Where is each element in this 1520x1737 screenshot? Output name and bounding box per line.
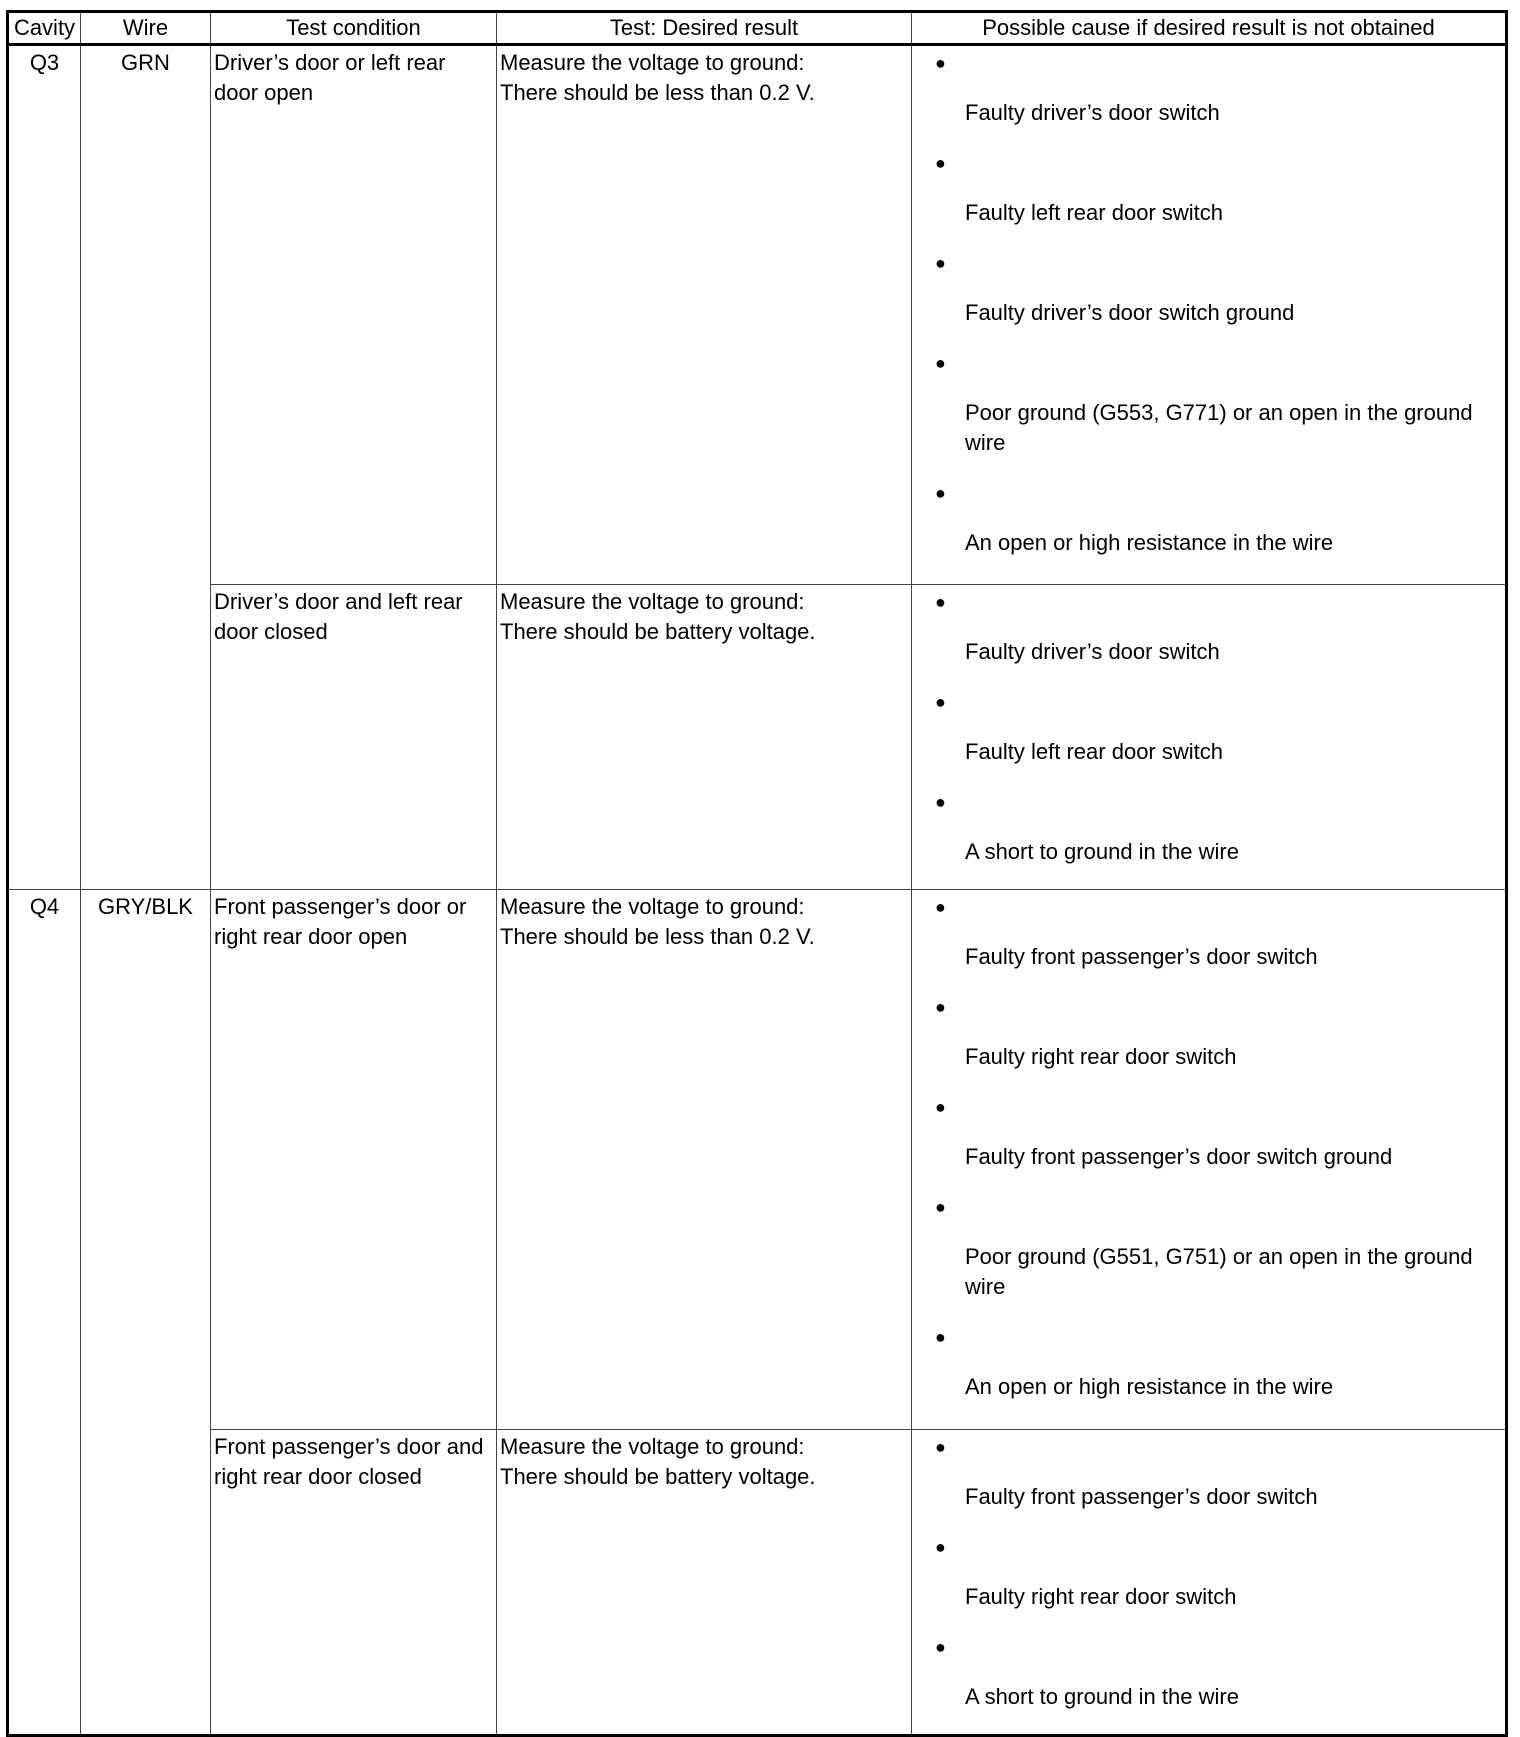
cause-text: An open or high resistance in the wire: [965, 1374, 1334, 1399]
header-wire: Wire: [81, 12, 211, 45]
bullet-icon: ●: [935, 1437, 946, 1457]
result-line: Measure the voltage to ground:: [500, 50, 805, 75]
cause-text: Faulty left rear door switch: [965, 200, 1223, 225]
cause-text: Faulty right rear door switch: [965, 1584, 1237, 1609]
cause-text: Faulty driver’s door switch ground: [965, 300, 1295, 325]
wire-cell: GRN: [81, 45, 211, 890]
cause-list-item: [915, 148, 1502, 228]
bullet-icon: ●: [935, 53, 946, 73]
diagnostic-table: [6, 10, 1508, 1737]
cause-text: Faulty driver’s door switch: [965, 100, 1220, 125]
result-line: There should be battery voltage.: [500, 1464, 816, 1489]
header-cavity: Cavity: [8, 12, 81, 45]
result-line: Measure the voltage to ground:: [500, 1434, 805, 1459]
desired-result-cell: [497, 890, 912, 1430]
possible-cause-cell: [912, 585, 1507, 890]
cause-list-item: [915, 787, 1502, 867]
result-line: Measure the voltage to ground:: [500, 589, 805, 614]
header-possible-cause: Possible cause if desired result is not obtained: [912, 12, 1507, 45]
cause-list-item: [915, 1532, 1502, 1612]
bullet-icon: ●: [935, 1637, 946, 1657]
bullet-icon: ●: [935, 1097, 946, 1117]
cause-text: Faulty front passenger’s door switch: [965, 1484, 1318, 1509]
cause-text: Poor ground (G553, G771) or an open in the ground wire: [965, 400, 1473, 455]
wire-cell: GRY/BLK: [81, 890, 211, 1736]
cause-text: A short to ground in the wire: [965, 839, 1239, 864]
header-row: [8, 12, 1507, 45]
bullet-icon: ●: [935, 1197, 946, 1217]
table-row: [8, 585, 1507, 890]
cause-list-item: [915, 892, 1502, 972]
test-condition-cell: Driver’s door and left rear door closed: [211, 585, 497, 890]
cause-text: A short to ground in the wire: [965, 1684, 1239, 1709]
cause-list-item: [915, 1092, 1502, 1172]
bullet-icon: ●: [935, 353, 946, 373]
bullet-icon: ●: [935, 997, 946, 1017]
desired-result-cell: [497, 585, 912, 890]
cause-list-item: [915, 1322, 1502, 1402]
bullet-icon: ●: [935, 592, 946, 612]
test-condition-cell: Driver’s door or left rear door open: [211, 45, 497, 585]
cause-text: Faulty left rear door switch: [965, 739, 1223, 764]
test-condition-cell: Front passenger’s door or right rear door open: [211, 890, 497, 1430]
header-test-condition: Test condition: [211, 12, 497, 45]
bullet-icon: ●: [935, 1537, 946, 1557]
cause-text: Faulty driver’s door switch: [965, 639, 1220, 664]
table-row: [8, 45, 1507, 585]
cavity-cell: Q3: [8, 45, 81, 890]
cause-list-item: [915, 1632, 1502, 1712]
cause-list-item: [915, 587, 1502, 667]
cause-text: Faulty right rear door switch: [965, 1044, 1237, 1069]
result-line: There should be less than 0.2 V.: [500, 924, 815, 949]
cavity-cell: Q4: [8, 890, 81, 1736]
result-line: There should be less than 0.2 V.: [500, 80, 815, 105]
cause-text: An open or high resistance in the wire: [965, 530, 1334, 555]
result-line: There should be battery voltage.: [500, 619, 816, 644]
bullet-icon: ●: [935, 253, 946, 273]
cause-list-item: [915, 1192, 1502, 1302]
desired-result-cell: [497, 1430, 912, 1736]
bullet-icon: ●: [935, 1327, 946, 1347]
cause-text: Faulty front passenger’s door switch: [965, 944, 1318, 969]
cause-list-item: [915, 992, 1502, 1072]
test-condition-cell: Front passenger’s door and right rear door closed: [211, 1430, 497, 1736]
possible-cause-cell: [912, 45, 1507, 585]
bullet-icon: ●: [935, 897, 946, 917]
header-desired-result: Test: Desired result: [497, 12, 912, 45]
cause-list-item: [915, 48, 1502, 128]
desired-result-cell: [497, 45, 912, 585]
bullet-icon: ●: [935, 153, 946, 173]
cause-list-item: [915, 248, 1502, 328]
cause-list-item: [915, 348, 1502, 458]
cause-list-item: [915, 478, 1502, 558]
cause-text: Faulty front passenger’s door switch ground: [965, 1144, 1393, 1169]
table-row: [8, 890, 1507, 1430]
bullet-icon: ●: [935, 692, 946, 712]
cause-text: Poor ground (G551, G751) or an open in the ground wire: [965, 1244, 1473, 1299]
table-row: [8, 1430, 1507, 1736]
result-line: Measure the voltage to ground:: [500, 894, 805, 919]
possible-cause-cell: [912, 890, 1507, 1430]
cause-list-item: [915, 1432, 1502, 1512]
possible-cause-cell: [912, 1430, 1507, 1736]
bullet-icon: ●: [935, 483, 946, 503]
bullet-icon: ●: [935, 792, 946, 812]
cause-list-item: [915, 687, 1502, 767]
